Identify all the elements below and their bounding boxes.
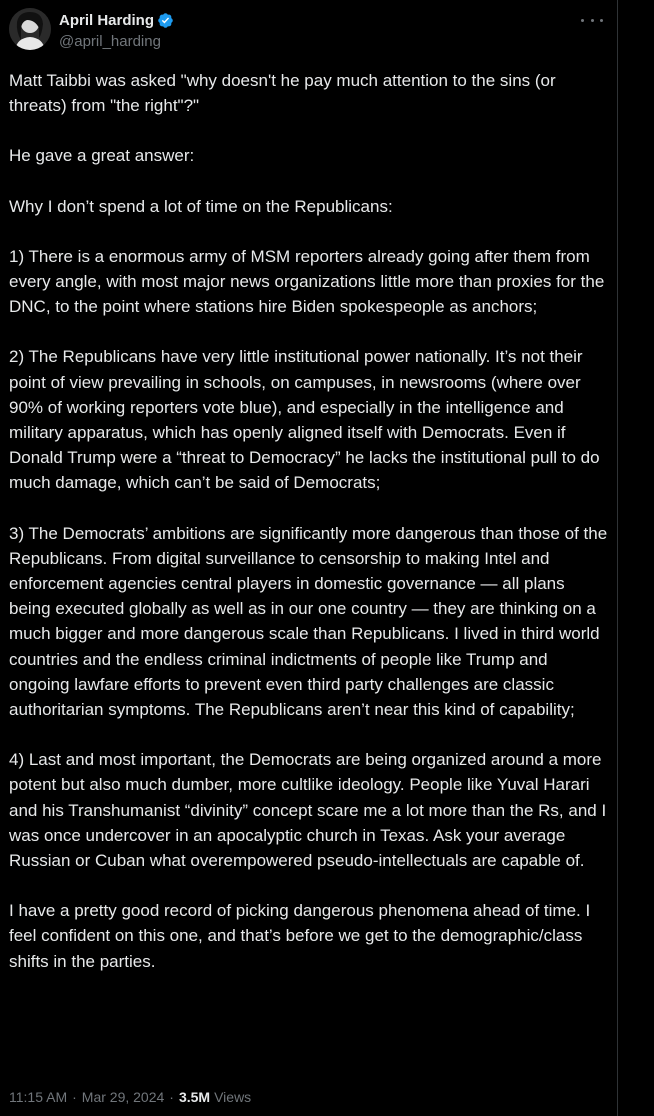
- avatar[interactable]: [9, 8, 51, 50]
- tweet-paragraph: 1) There is a enormous army of MSM reporters already going after them from every angle, with most major news organizations little more than proxies for the DNC, to the point where stations hire Biden spokespeople as anchors;: [9, 246, 610, 317]
- tweet-text: [9, 68, 612, 999]
- tweet-paragraph: He gave a great answer:: [9, 146, 195, 166]
- tweet-paragraph: Why I don’t spend a lot of time on the Republicans:: [9, 196, 393, 216]
- views-label: Views: [214, 1089, 252, 1105]
- tweet-paragraph: 4) Last and most important, the Democrats are being organized around a more potent but also much dumber, more cultlike ideology. People like Yuval Harari and his Transhumanist “divinity” concept scare me a lot more than the Rs, and I was once undercover in an apocalyptic church in Texas. Ask your average Russian or Cuban what overempowered pseudo-intellectuals are capable of.: [9, 750, 611, 871]
- author-handle[interactable]: @april_harding: [59, 33, 161, 50]
- more-dot: [581, 19, 584, 22]
- author-display-name[interactable]: April Harding: [59, 11, 155, 29]
- verified-badge-icon[interactable]: [157, 12, 174, 29]
- column-divider: [617, 0, 618, 1116]
- tweet-paragraph: 2) The Republicans have very little institutional power nationally. It’s not their point of view prevailing in schools, on campuses, in newsrooms (where over 90% of working reporters vote blue), and especially in the intelligence and military apparatus, which has openly aligned itself with Democrats. Even if Donald Trump were a “threat to Democracy” he lacks the institutional pull to do much damage, which can’t be said of Democrats;: [9, 347, 605, 493]
- tweet-time[interactable]: 11:15 AM: [9, 1089, 68, 1105]
- views-count[interactable]: 3.5M: [178, 1089, 211, 1105]
- more-options-icon[interactable]: [581, 12, 603, 28]
- author-name-row[interactable]: [59, 10, 174, 30]
- more-dot: [600, 19, 603, 22]
- meta-separator: ·: [72, 1089, 77, 1105]
- tweet-paragraph: Matt Taibbi was asked "why doesn't he pay much attention to the sins (or threats) from "the right"?": [9, 71, 561, 116]
- tweet-meta: [9, 1089, 251, 1105]
- profile-avatar-image: [9, 8, 51, 50]
- tweet-paragraph: I have a pretty good record of picking dangerous phenomena ahead of time. I feel confident on this one, and that’s before we get to the demographic/class shifts in the parties.: [9, 901, 595, 971]
- meta-separator: ·: [169, 1089, 174, 1105]
- tweet-paragraph: 3) The Democrats’ ambitions are significantly more dangerous than those of the Republicans. From digital surveillance to censorship to making Intel and enforcement agencies central players in domestic governance — all plans being executed globally as well as in our one country — they are thinking on a much bigger and more dangerous scale than Republicans. I lived in third world countries and the endless criminal indictments of people like Trump and ongoing lawfare efforts to prevent even third party challenges are classic authoritarian symptoms. The Republicans aren’t near this kind of capability;: [9, 523, 612, 720]
- more-dot: [591, 19, 594, 22]
- tweet-date[interactable]: Mar 29, 2024: [81, 1089, 165, 1105]
